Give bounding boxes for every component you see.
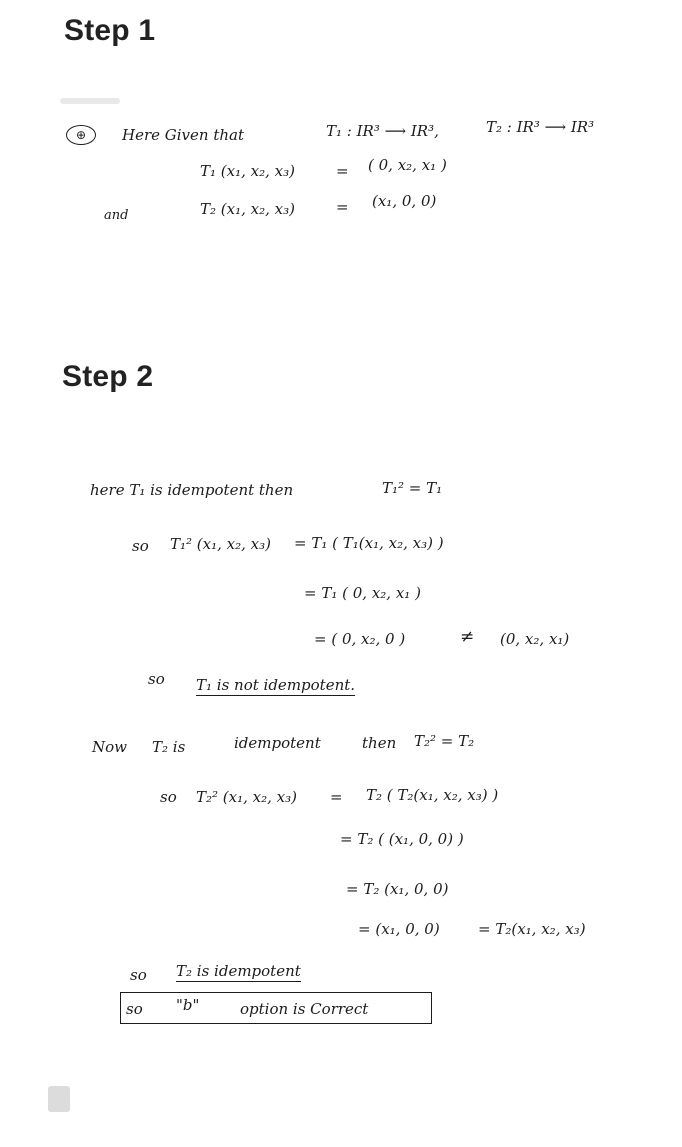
t2-expansion-line-3: = T₂ (x₁, 0, 0) bbox=[346, 880, 449, 898]
t1-idempotent-intro: here T₁ is idempotent then bbox=[90, 481, 294, 499]
t2-idempotent-condition: T₂² = T₂ bbox=[414, 732, 475, 750]
t2-squared-lhs: T₂² (x₁, x₂, x₃) bbox=[196, 788, 297, 806]
t2-definition-lhs: T₂ (x₁, x₂, x₃) bbox=[200, 200, 295, 218]
given-lead-text: Here Given that bbox=[122, 126, 244, 144]
so-label-3: so bbox=[160, 788, 177, 806]
step-2-title: Step 2 bbox=[62, 360, 154, 393]
so-label-4: so bbox=[130, 966, 147, 984]
t2-expansion-line-1: T₂ ( T₂(x₁, x₂, x₃) ) bbox=[366, 786, 499, 804]
t1-expansion-line-3: = ( 0, x₂, 0 ) bbox=[314, 630, 406, 648]
t1-definition-rhs: ( 0, x₂, x₁ ) bbox=[368, 156, 447, 174]
t2-definition-rhs: (x₁, 0, 0) bbox=[372, 192, 437, 210]
so-label-1: so bbox=[132, 537, 149, 555]
t1-definition-lhs: T₁ (x₁, x₂, x₃) bbox=[200, 162, 295, 180]
paper-smudge-corner bbox=[48, 1086, 70, 1112]
not-equal-sign: ≠ bbox=[460, 627, 475, 647]
t1-idempotent-condition: T₁² = T₁ bbox=[382, 479, 443, 497]
step-1-title: Step 1 bbox=[64, 14, 156, 47]
so-label-2: so bbox=[148, 670, 165, 688]
answer-option: "b" bbox=[176, 996, 200, 1014]
t1-mapping: T₁ : IR³ ⟶ IR³, bbox=[326, 122, 439, 140]
t1-expansion-line-2: = T₁ ( 0, x₂, x₁ ) bbox=[304, 584, 421, 602]
now-label: Now bbox=[92, 738, 127, 756]
t2-conclusion: T₂ is idempotent bbox=[176, 962, 301, 980]
t2-is-label: T₂ is bbox=[152, 738, 186, 756]
t1-comparison-value: (0, x₂, x₁) bbox=[500, 630, 570, 648]
bullet-icon: ⊕ bbox=[66, 125, 96, 145]
t2-expansion-line-2: = T₂ ( (x₁, 0, 0) ) bbox=[340, 830, 464, 848]
t1-definition-eq: = bbox=[336, 162, 349, 180]
t1-squared-lhs: T₁² (x₁, x₂, x₃) bbox=[170, 535, 271, 553]
t2-then-word: then bbox=[362, 734, 397, 752]
answer-text: option is Correct bbox=[240, 1000, 369, 1018]
t2-idempotent-word: idempotent bbox=[234, 734, 321, 752]
paper-smudge bbox=[60, 98, 120, 104]
t2-mapping: T₂ : IR³ ⟶ IR³ bbox=[486, 118, 595, 136]
t2-expansion-eq: = bbox=[330, 788, 343, 806]
t1-conclusion: T₁ is not idempotent. bbox=[196, 676, 356, 694]
t2-final-equality: = T₂(x₁, x₂, x₃) bbox=[478, 920, 586, 938]
t1-expansion-line-1: = T₁ ( T₁(x₁, x₂, x₃) ) bbox=[294, 534, 444, 552]
t2-expansion-line-4: = (x₁, 0, 0) bbox=[358, 920, 440, 938]
t2-definition-eq: = bbox=[336, 198, 349, 216]
and-label: and bbox=[104, 208, 129, 223]
answer-so-label: so bbox=[126, 1000, 143, 1018]
